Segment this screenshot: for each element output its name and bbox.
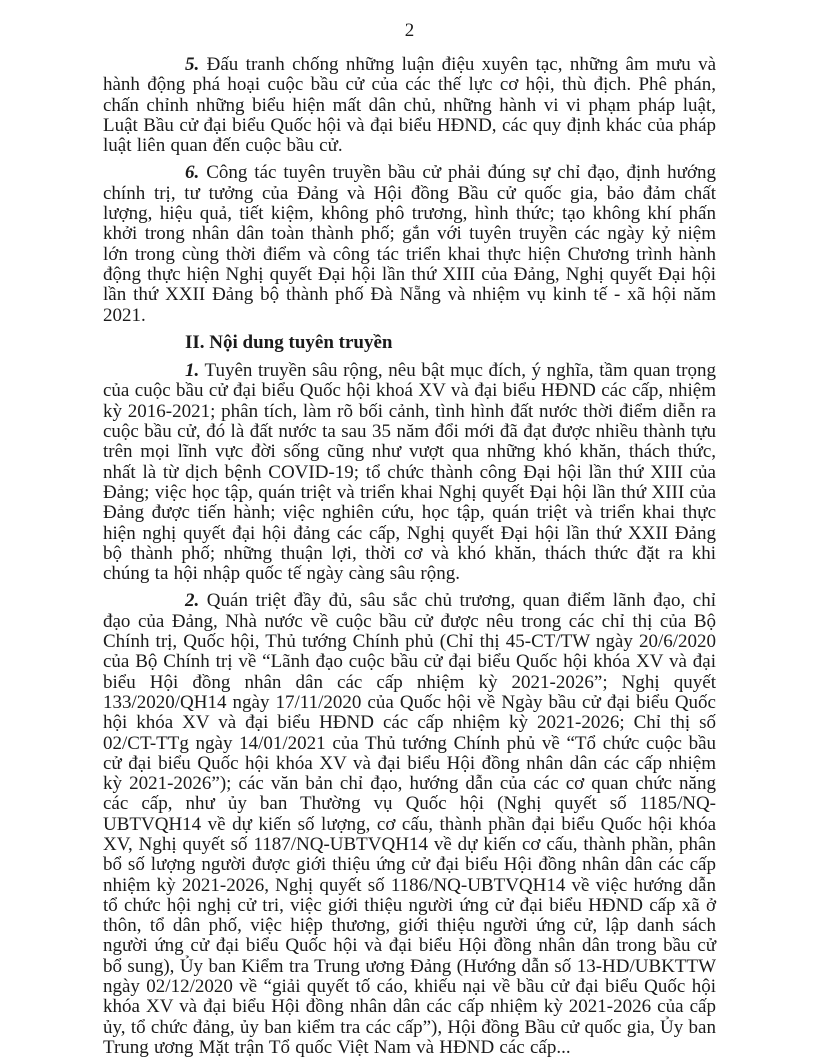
paragraph-6-marker: 6. (185, 162, 200, 184)
paragraph-5-text: Đấu tranh chống những luận điệu xuyên tạc, những âm mưu và hành động phá hoại cuộc bầu cử của các thế lực cơ hội, thù địch. Phê phán, chấn chỉnh những biểu hiện mất dân chủ, những hành vi vi phạm pháp luật, Luật Bầu cử đại biểu Quốc hội và đại biểu HĐND, các quy định khác của pháp luật liên quan đến cuộc bầu cử. (103, 54, 717, 157)
paragraph-6-text: Công tác tuyên truyền bầu cử phải đúng sự chỉ đạo, định hướng chính trị, tư tưởng của Đảng và Hội đồng Bầu cử quốc gia, bảo đảm chất lượng, hiệu quả, tiết kiệm, không phô trương, hình thức; tạo không khí phấn khởi trong nhân dân toàn thành phố; gắn với tuyên truyền các ngày kỷ niệm lớn trong cùng thời điểm và công tác triển khai thực hiện Chương trình hành động thực hiện Nghị quyết Đại hội lần thứ XIII của Đảng, Nghị quyết Đại hội lần thứ XXII Đảng bộ thành phố Đà Nẵng và nhiệm vụ kinh tế - xã hội năm 2021. (103, 162, 717, 326)
page-number: 2 (404, 20, 415, 41)
paragraph-1-text: Tuyên truyền sâu rộng, nêu bật mục đích, ý nghĩa, tầm quan trọng của cuộc bầu cử đại biểu Quốc hội khoá XV và đại biểu HĐND các cấp, nhiệm kỳ 2016-2021; phân tích, làm rõ bối cảnh, tình hình đất nước thời điểm diễn ra cuộc bầu cử, đó là đất nước ta sau 35 năm đổi mới đã đạt được nhiều thành tựu trên mọi lĩnh vực đời sống cũng như vượt qua những khó khăn, thách thức, nhất là từ dịch bệnh COVID-19; tổ chức thành công Đại hội lần thứ XIII của Đảng; việc học tập, quán triệt và triển khai Nghị quyết Đại hội lần thứ XIII của Đảng được tiến hành; việc nghiên cứu, học tập, quán triệt và triển khai thực hiện nghị quyết đại hội đảng các cấp, Nghị quyết Đại hội lần thứ XXII Đảng bộ thành phố; những thuận lợi, thời cơ và khó khăn, thách thức đặt ra khi chúng ta hội nhập quốc tế ngày càng sâu rộng. (103, 360, 716, 585)
paragraph-2-text: Quán triệt đầy đủ, sâu sắc chủ trương, quan điểm lãnh đạo, chỉ đạo của Đảng, Nhà nước về cuộc bầu cử được nêu trong các chỉ thị của Bộ Chính trị, Quốc hội, Thủ tướng Chính phủ (Chỉ thị 45-CT/TW ngày 20/6/2020 của Bộ Chính trị về “Lãnh đạo cuộc bầu cử đại biểu Quốc hội khóa XV và đại biểu Hội đồng nhân dân các cấp nhiệm kỳ 2021-2026”; Nghị quyết 133/2020/QH14 ngày 17/11/2020 của Quốc hội về Ngày bầu cử đại biểu Quốc hội khóa XV và đại biểu HĐND các cấp nhiệm kỳ 2021-2026; Chỉ thị số 02/CT-TTg ngày 14/01/2021 của Thủ tướng Chính phủ về “Tổ chức cuộc bầu cử đại biểu Quốc hội khóa XV và đại biểu Hội đồng nhân dân các cấp nhiệm kỳ 2021-2026”); các văn bản chỉ đạo, hướng dẫn của các cơ quan chức năng các cấp, như ủy ban Thường vụ Quốc hội (Nghị quyết số 1185/NQ-UBTVQH14 về dự kiến số lượng, cơ cấu, thành phần đại biểu Quốc hội khóa XV, Nghị quyết số 1187/NQ-UBTVQH14 về dự kiến cơ cấu, thành phần, phân bổ số lượng người được giới thiệu ứng cử đại biểu Hội đồng nhân dân các cấp nhiệm kỳ 2021-2026, Nghị quyết số 1186/NQ-UBTVQH14 về việc hướng dẫn tổ chức hội nghị cử tri, việc giới thiệu người ứng cử đại biểu HĐND cấp xã ở thôn, tổ dân phố, việc hiệp thương, giới thiệu người ứng cử, lập danh sách người ứng cử đại biểu Quốc hội và đại biểu Hội đồng nhân dân trong bầu cử bổ sung), Ủy ban Kiểm tra Trung ương Đảng (Hướng dẫn số 13-HD/UBKTTW ngày 02/12/2020 về “giải quyết tố cáo, khiếu nại về bầu cử đại biểu Quốc hội khóa XV và đại biểu Hội đồng nhân dân các cấp nhiệm kỳ 2021-2026 của cấp ủy, tổ chức đảng, ủy ban kiểm tra các cấp”), Hội đồng Bầu cử quốc gia, Ủy ban Trung ương Mặt trận Tổ quốc Việt Nam và HĐND các cấp... (103, 590, 717, 1058)
paragraph-5 (103, 55, 716, 156)
section-heading-ii: II. Nội dung tuyên truyền (185, 331, 393, 353)
paragraph-1 (103, 361, 716, 584)
paragraph-6 (103, 163, 716, 325)
paragraph-2 (103, 591, 716, 1058)
paragraph-2-marker: 2. (185, 590, 200, 612)
paragraph-5-marker: 5. (185, 54, 200, 75)
paragraph-1-marker: 1. (185, 360, 200, 382)
